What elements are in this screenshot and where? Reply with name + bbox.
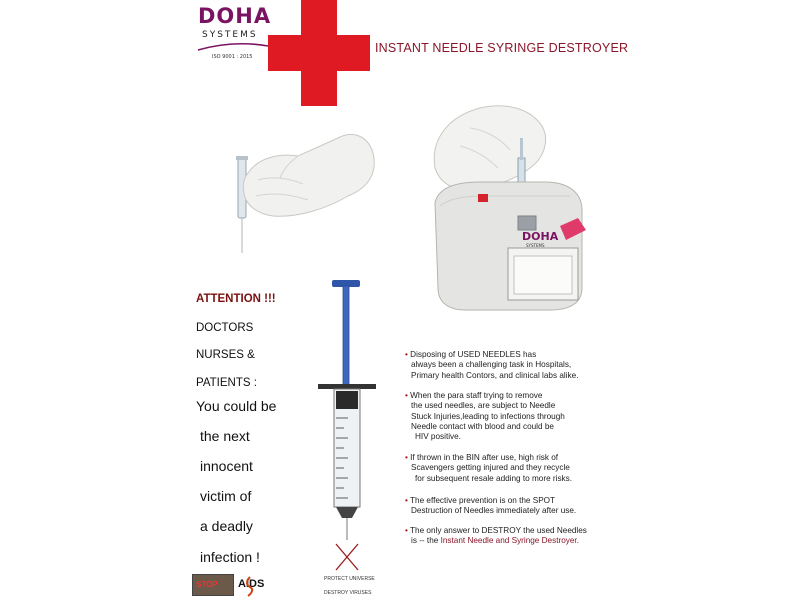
syringe-illustration — [312, 278, 382, 578]
logo-subtitle: SYSTEMS — [202, 30, 258, 40]
doctors-text: DOCTORS — [196, 322, 254, 334]
logo-brand: DOHA — [198, 4, 272, 28]
bullet-only-answer: • The only answer to DESTROY the used Needles is -- the Instant Needle and Syringe Destroyer. — [405, 526, 587, 546]
bullet-para-staff: • When the para staff trying to remove the used needles, are subject to Needle Stuck Injuries,leading to infections through Needle contact with blood and could be HIV positive. — [405, 391, 565, 442]
bullet-disposing: • Disposing of USED NEEDLES has always been a challenging task in Hospitals, Primary health Contors, and clinical labs alike. — [405, 350, 579, 380]
warning-line-5: a deadly — [200, 518, 253, 534]
bullet-bin-risk: • If thrown in the BIN after use, high risk of Scavengers getting injured and they recycle for subsequent resale adding to more risks. — [405, 453, 573, 483]
protect-text: PROTECT UNIVERSE — [324, 576, 375, 582]
nurses-text: NURSES & — [196, 349, 255, 361]
product-name: Instant Needle and Syringe Destroyer. — [440, 536, 579, 546]
needle-destroyer-machine-image — [410, 98, 600, 323]
attention-heading: ATTENTION !!! — [196, 293, 276, 305]
patients-text: PATIENTS : — [196, 377, 257, 389]
warning-line-3: innocent — [200, 458, 253, 474]
aids-logo: AIDS — [236, 575, 270, 595]
warning-line-6: infection ! — [200, 549, 260, 565]
page-title: INSTANT NEEDLE SYRINGE DESTROYER — [375, 41, 629, 55]
doha-logo — [190, 2, 270, 72]
destroy-text: DESTROY VIRUSES — [324, 590, 372, 596]
red-cross-icon — [268, 0, 370, 106]
warning-line-2: the next — [200, 428, 250, 444]
bullet-prevention: • The effective prevention is on the SPOT Destruction of Needles immediately after use. — [405, 496, 577, 516]
machine-brand: DOHA — [522, 230, 559, 243]
logo-swoosh-icon — [196, 42, 270, 52]
protect-caption — [324, 576, 375, 597]
warning-line-4: victim of — [200, 488, 252, 504]
gloved-hand-syringe-image — [228, 118, 378, 258]
warning-line-1: You could be — [196, 398, 277, 414]
stop-badge: STOP — [192, 574, 234, 596]
logo-iso: ISO 9001 : 2015 — [212, 54, 253, 60]
machine-sub: SYSTEMS — [526, 243, 545, 248]
